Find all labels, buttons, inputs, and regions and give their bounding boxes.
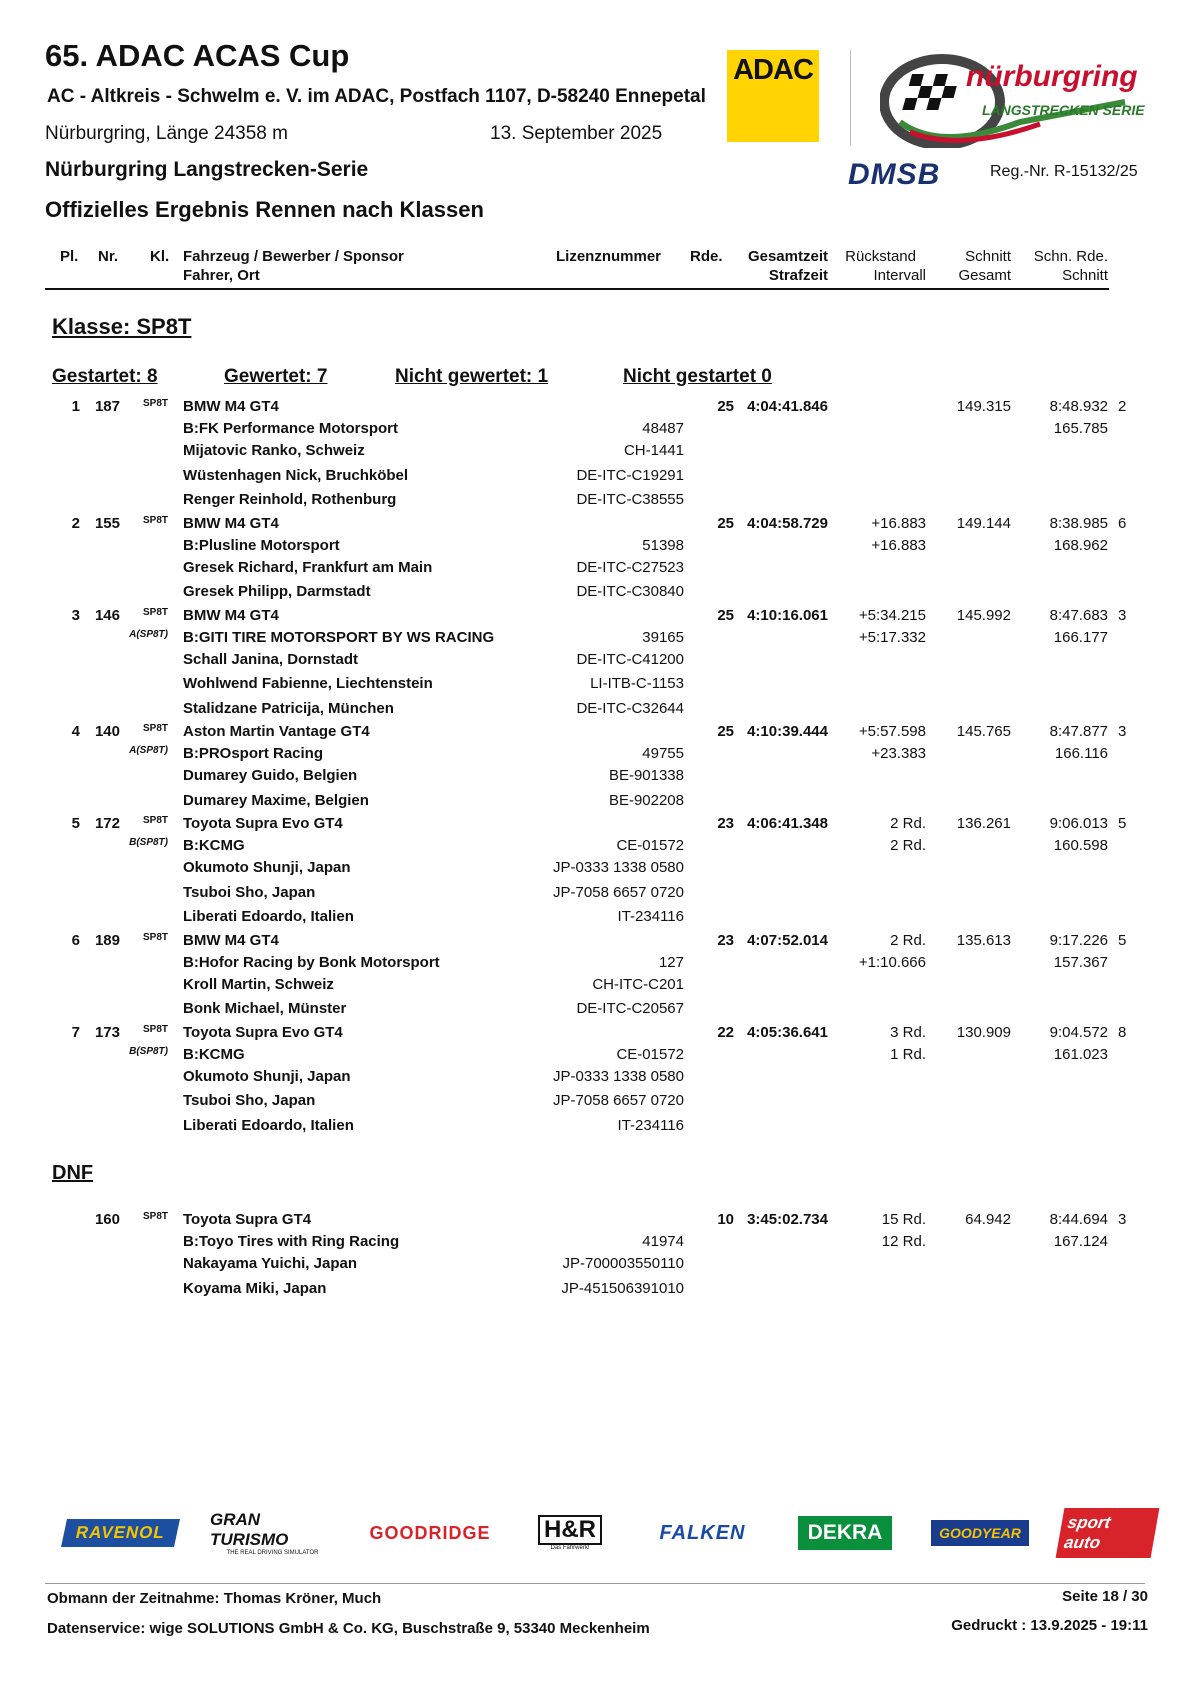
page-title: 65. ADAC ACAS Cup: [45, 38, 350, 73]
entry-entrant: B:PROsport Racing: [183, 745, 324, 762]
entry-class: SP8T: [142, 723, 168, 734]
entry-gap: 2 Rd.: [890, 931, 926, 949]
entry-car: Toyota Supra GT4: [183, 1211, 312, 1228]
entry-interval: +16.883: [871, 536, 926, 554]
entry-best-lap-time: 8:38.985: [1049, 514, 1108, 532]
entry-driver: Okumoto Shunji, Japan: [183, 1067, 351, 1085]
series-name: Nürburgring Langstrecken-Serie: [45, 158, 369, 181]
sponsor-dekra: [790, 1510, 900, 1556]
entry-entrant: B:FK Performance Motorsport: [183, 420, 399, 437]
header-divider: [45, 288, 1109, 290]
entry-interval: +23.383: [871, 745, 926, 762]
entry-gap: 3 Rd.: [890, 1023, 926, 1041]
sponsor-gran-turismo-text: GRAN TURISMO: [210, 1510, 289, 1549]
entry-best-average: 160.598: [1053, 837, 1108, 854]
entry-laps: 25: [717, 723, 734, 740]
track-location: Nürburgring, Länge 24358 m: [45, 123, 288, 144]
entry-subclass: A(SP8T): [129, 628, 168, 640]
entry-interval: 12 Rd.: [881, 1233, 926, 1250]
col-penalty: Strafzeit: [768, 267, 828, 284]
entry-total-time: 4:10:16.061: [747, 606, 828, 624]
sponsor-falken-text: FALKEN: [659, 1521, 746, 1544]
entry-entrant: B:GITI TIRE MOTORSPORT BY WS RACING: [183, 628, 495, 646]
entry-class: SP8T: [142, 1211, 168, 1222]
entry-best-lap-time: 8:44.694: [1049, 1211, 1108, 1228]
entry-driver-license: CH-1441: [623, 442, 684, 459]
sponsor-ravenol-text: RAVENOL: [61, 1519, 180, 1547]
entry-best-average: 166.116: [1054, 745, 1108, 762]
entry-driver: Wüstenhagen Nick, Bruchköbel: [183, 466, 409, 484]
entry-class: SP8T: [142, 1023, 168, 1035]
entry-number: 140: [94, 723, 120, 740]
col-kl: Kl.: [150, 248, 170, 265]
entry-best-lap-number: 3: [1118, 1211, 1127, 1228]
entry-driver: Dumarey Maxime, Belgien: [183, 791, 369, 809]
entry-driver-license: JP-700003550110: [562, 1255, 684, 1272]
entry-best-lap-number: 5: [1118, 931, 1127, 949]
entry-gap: +5:34.215: [858, 606, 926, 624]
entry-driver: Liberati Edoardo, Italien: [183, 1116, 354, 1134]
entry-driver: Tsuboi Sho, Japan: [183, 883, 316, 901]
nurburgring-logo-subtext: LANGSTRECKEN SERIE: [982, 102, 1145, 118]
entry-best-lap-time: 8:47.877: [1049, 723, 1108, 740]
sponsor-ravenol: [50, 1510, 190, 1556]
footer-data-service: Datenservice: wige SOLUTIONS GmbH & Co. KG, Buschstraße 9, 53340 Meckenheim: [47, 1620, 650, 1637]
entry-subclass: B(SP8T): [129, 837, 168, 848]
entry-best-lap-time: 9:17.226: [1049, 931, 1108, 949]
entry-driver: Mijatovic Ranko, Schweiz: [183, 442, 365, 459]
organizer: AC - Altkreis - Schwelm e. V. im ADAC, Postfach 1107, D-58240 Ennepetal: [47, 86, 706, 107]
entry-number: 146: [94, 606, 120, 624]
col-gap: Rückstand: [845, 248, 916, 265]
entry-driver: Kroll Martin, Schweiz: [183, 975, 334, 993]
entry-average: 149.315: [956, 398, 1011, 415]
entry-average: 145.992: [956, 606, 1011, 624]
sponsor-goodridge-text: GOODRIDGE: [369, 1522, 491, 1543]
entry-entrant: B:KCMG: [183, 1045, 245, 1063]
entry-driver: Okumoto Shunji, Japan: [183, 859, 351, 876]
entry-number: 160: [94, 1211, 120, 1228]
entry-best-lap-number: 3: [1118, 723, 1127, 740]
entry-entrant-license: 48487: [642, 420, 684, 437]
col-laps: Rde.: [690, 248, 723, 265]
entry-entrant: B:Toyo Tires with Ring Racing: [183, 1233, 400, 1250]
entry-driver-license: DE-ITC-C20567: [576, 1000, 684, 1017]
entry-driver-license: DE-ITC-C32644: [576, 699, 684, 717]
entry-position: 7: [71, 1023, 80, 1041]
adac-logo-text: ADAC: [733, 54, 813, 86]
entry-laps: 10: [717, 1211, 734, 1228]
nurburgring-logo-text: nürburgring: [966, 60, 1138, 93]
class-heading: Klasse: SP8T: [52, 314, 192, 339]
entry-total-time: 4:10:39.444: [747, 723, 828, 740]
entry-class: SP8T: [142, 815, 168, 826]
entry-laps: 22: [717, 1023, 734, 1041]
entry-average: 64.942: [965, 1211, 1011, 1228]
entry-entrant-license: CE-01572: [616, 1045, 684, 1063]
entry-interval: 2 Rd.: [890, 837, 926, 854]
sponsor-dekra-text: DEKRA: [798, 1516, 893, 1550]
entry-position: 4: [71, 723, 80, 740]
dmsb-logo: DMSB: [848, 158, 941, 191]
entry-driver-license: CH-ITC-C201: [592, 975, 684, 993]
stat-not-classified: Nicht gewertet: 1: [395, 366, 549, 387]
sponsor-hr-text: H&R: [538, 1515, 602, 1545]
entry-driver-license: DE-ITC-C38555: [576, 491, 684, 508]
entry-total-time: 3:45:02.734: [747, 1211, 828, 1228]
entry-position: 6: [71, 931, 80, 949]
entry-laps: 23: [717, 931, 734, 949]
entry-number: 173: [94, 1023, 120, 1041]
entry-driver-license: JP-451506391010: [561, 1279, 684, 1297]
entry-entrant-license: 41974: [642, 1233, 684, 1250]
entry-laps: 25: [717, 606, 734, 624]
col-pl: Pl.: [60, 248, 79, 265]
entry-best-lap-time: 9:04.572: [1049, 1023, 1108, 1041]
entry-entrant-license: 127: [658, 953, 684, 971]
entry-average: 130.909: [956, 1023, 1011, 1041]
entry-total-time: 4:04:41.846: [747, 398, 828, 415]
footer-printed: Gedruckt : 13.9.2025 - 19:11: [951, 1617, 1148, 1634]
entry-driver: Gresek Philipp, Darmstadt: [183, 583, 371, 600]
sponsor-goodridge: [350, 1510, 510, 1556]
col-driver: Fahrer, Ort: [183, 267, 260, 284]
entry-total-time: 4:05:36.641: [747, 1023, 828, 1041]
entry-driver-license: JP-7058 6657 0720: [553, 1092, 684, 1109]
entry-driver-license: LI-ITB-C-1153: [590, 675, 684, 692]
entry-driver: Tsuboi Sho, Japan: [183, 1092, 316, 1109]
entry-car: BMW M4 GT4: [183, 398, 279, 415]
entry-best-lap-number: 8: [1118, 1023, 1127, 1041]
entry-best-average: 168.962: [1053, 536, 1108, 554]
entry-number: 172: [94, 815, 120, 832]
entry-class: SP8T: [142, 606, 168, 618]
entry-entrant-license: CE-01572: [616, 837, 684, 854]
entry-driver-license: JP-0333 1338 0580: [553, 1067, 684, 1085]
entry-car: BMW M4 GT4: [183, 514, 279, 532]
entry-driver-license: JP-0333 1338 0580: [553, 859, 684, 876]
stat-not-started: Nicht gestartet 0: [623, 366, 772, 387]
entry-class: SP8T: [142, 398, 168, 409]
sponsor-falken: [640, 1510, 765, 1556]
entry-best-average: 157.367: [1053, 953, 1108, 971]
entry-best-average: 161.023: [1053, 1045, 1108, 1063]
sponsor-hr-sub: Das Fahrwerk!: [550, 1545, 590, 1551]
entry-driver: Dumarey Guido, Belgien: [183, 767, 358, 784]
entry-subclass: A(SP8T): [129, 745, 168, 756]
entry-entrant: B:Hofor Racing by Bonk Motorsport: [183, 953, 440, 971]
entry-laps: 25: [717, 398, 734, 415]
entry-driver: Liberati Edoardo, Italien: [183, 908, 354, 925]
entry-driver: Koyama Miki, Japan: [183, 1279, 327, 1297]
col-avg: Schnitt: [965, 248, 1011, 265]
logo-divider: [850, 50, 851, 145]
stat-classified: Gewertet: 7: [224, 366, 328, 387]
entry-best-lap-number: 2: [1118, 398, 1127, 415]
entry-car: Toyota Supra Evo GT4: [183, 815, 343, 832]
sponsor-goodyear: [920, 1510, 1040, 1556]
entry-best-average: 166.177: [1053, 628, 1108, 646]
entry-entrant: B:KCMG: [183, 837, 245, 854]
entry-driver: Nakayama Yuichi, Japan: [183, 1255, 357, 1272]
adac-logo: [727, 50, 819, 142]
reg-number: Reg.-Nr. R-15132/25: [990, 163, 1138, 180]
entry-driver-license: JP-7058 6657 0720: [553, 883, 684, 901]
entry-entrant-license: 51398: [642, 536, 684, 554]
entry-car: BMW M4 GT4: [183, 931, 279, 949]
sponsor-goodyear-text: GOODYEAR: [931, 1520, 1029, 1546]
entry-driver-license: IT-234116: [617, 908, 684, 925]
entry-number: 187: [94, 398, 120, 415]
entry-car: Toyota Supra Evo GT4: [183, 1023, 343, 1041]
entry-best-average: 165.785: [1053, 420, 1108, 437]
entry-average: 136.261: [956, 815, 1011, 832]
entry-position: 3: [71, 606, 80, 624]
footer-page: Seite 18 / 30: [1062, 1588, 1148, 1605]
nurburgring-logo: [880, 52, 1150, 148]
event-date: 13. September 2025: [490, 123, 663, 144]
entry-driver-license: BE-901338: [608, 767, 684, 784]
entry-entrant-license: 39165: [642, 628, 684, 646]
entry-gap: +5:57.598: [858, 723, 926, 740]
entry-position: 1: [71, 398, 80, 415]
col-interval: Intervall: [873, 267, 926, 284]
entry-best-lap-time: 8:48.932: [1049, 398, 1108, 415]
entry-number: 155: [94, 514, 120, 532]
entry-driver-license: BE-902208: [608, 791, 684, 809]
col-total: Gesamtzeit: [747, 248, 828, 265]
dnf-heading: DNF: [52, 1162, 94, 1184]
entry-driver-license: DE-ITC-C30840: [576, 583, 684, 600]
entry-driver: Wohlwend Fabienne, Liechtenstein: [183, 675, 433, 692]
entry-car: BMW M4 GT4: [183, 606, 279, 624]
entry-best-lap-number: 5: [1118, 815, 1127, 832]
sponsor-sport-auto-text: sport auto: [1056, 1508, 1160, 1558]
entry-driver-license: DE-ITC-C41200: [576, 650, 684, 668]
entry-class: SP8T: [142, 931, 168, 943]
entry-driver-license: IT-234116: [617, 1116, 684, 1134]
entry-total-time: 4:04:58.729: [747, 514, 828, 532]
entry-car: Aston Martin Vantage GT4: [183, 723, 370, 740]
entry-driver: Bonk Michael, Münster: [183, 1000, 347, 1017]
entry-average: 135.613: [956, 931, 1011, 949]
entry-best-lap-time: 8:47.683: [1049, 606, 1108, 624]
entry-gap: +16.883: [871, 514, 926, 532]
sponsor-gran-turismo: [210, 1510, 335, 1556]
entry-interval: 1 Rd.: [890, 1045, 926, 1063]
entry-driver: Gresek Richard, Frankfurt am Main: [183, 558, 433, 576]
stat-started: Gestartet: 8: [52, 366, 158, 387]
entry-position: 2: [71, 514, 80, 532]
entry-position: 5: [71, 815, 80, 832]
footer-divider: [45, 1583, 1145, 1584]
entry-gap: 2 Rd.: [890, 815, 926, 832]
footer-timekeeper: Obmann der Zeitnahme: Thomas Kröner, Much: [47, 1590, 382, 1607]
entry-driver-license: DE-ITC-C27523: [576, 558, 684, 576]
entry-average: 145.765: [956, 723, 1011, 740]
result-title: Offizielles Ergebnis Rennen nach Klassen: [45, 197, 484, 222]
entry-best-lap-number: 3: [1118, 606, 1127, 624]
entry-laps: 25: [717, 514, 734, 532]
col-vehicle: Fahrzeug / Bewerber / Sponsor: [183, 248, 404, 265]
entry-average: 149.144: [956, 514, 1011, 532]
entry-best-lap-time: 9:06.013: [1049, 815, 1108, 832]
entry-class: SP8T: [142, 514, 168, 526]
entry-interval: +5:17.332: [858, 628, 926, 646]
entry-number: 189: [94, 931, 120, 949]
col-nr: Nr.: [98, 248, 119, 265]
entry-interval: +1:10.666: [858, 953, 926, 971]
entry-subclass: B(SP8T): [129, 1045, 168, 1057]
col-best: Schn. Rde.: [1033, 248, 1108, 265]
sponsor-hr: [520, 1510, 620, 1556]
entry-driver: Schall Janina, Dornstadt: [183, 650, 359, 668]
entry-driver: Stalidzane Patricija, München: [183, 699, 394, 717]
entry-laps: 23: [717, 815, 734, 832]
entry-entrant-license: 49755: [642, 745, 684, 762]
col-avg-total: Gesamt: [958, 267, 1011, 284]
entry-best-average: 167.124: [1053, 1233, 1108, 1250]
col-best-avg: Schnitt: [1062, 267, 1108, 284]
sponsor-bar: [50, 1510, 1160, 1556]
entry-driver: Renger Reinhold, Rothenburg: [183, 491, 397, 508]
entry-driver-license: DE-ITC-C19291: [576, 466, 684, 484]
sponsor-gran-turismo-sub: THE REAL DRIVING SIMULATOR: [226, 1550, 319, 1556]
sponsor-sport-auto: [1060, 1510, 1155, 1556]
col-license: Lizenznummer: [556, 248, 662, 265]
entry-gap: 15 Rd.: [881, 1211, 926, 1228]
entry-entrant: B:Plusline Motorsport: [183, 536, 340, 554]
entry-best-lap-number: 6: [1118, 514, 1127, 532]
entry-total-time: 4:07:52.014: [747, 931, 828, 949]
entry-total-time: 4:06:41.348: [747, 815, 828, 832]
